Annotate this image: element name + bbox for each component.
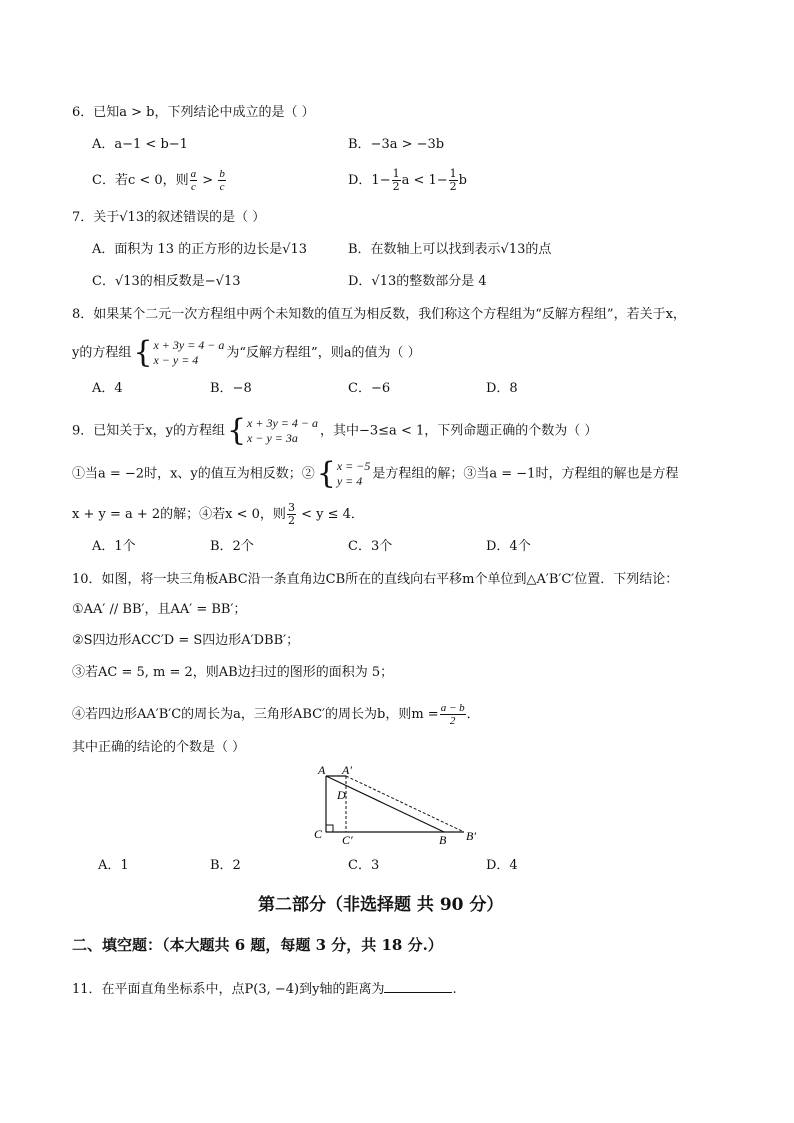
q9-line2-prefix: ①当a = −2时，x、y的值互为相反数；② <box>72 466 315 482</box>
q9-option-d: D．4个 <box>486 539 531 554</box>
q11-stem <box>72 978 457 999</box>
q7-option-b: B．在数轴上可以找到表示√13的点 <box>348 242 552 257</box>
q9-line3 <box>72 502 364 527</box>
q6-option-c <box>92 168 227 193</box>
q8-stem2-suffix: 为“反解方程组”，则a的值为（ ） <box>226 345 421 361</box>
q6-d-f2-num: 1 <box>449 167 457 180</box>
q10-statement-1: ①AA′ // BB′，且AA′ = BB′； <box>72 602 247 617</box>
q9-stem <box>72 413 598 448</box>
q8-equation-1: x + 3y = 4 − a <box>153 338 225 352</box>
q9-solution-system <box>316 456 371 491</box>
triangle-translation-figure <box>312 762 492 848</box>
q6-c-fraction-2 <box>218 168 226 193</box>
q6-d-fraction-2 <box>449 168 458 193</box>
q10-statement-3: ③若AC = 5, m = 2，则AB边扫过的图形的面积为 5； <box>72 665 394 680</box>
q9-line2 <box>72 456 679 491</box>
q6-option-a: A．a−1 < b−1 <box>92 137 188 152</box>
q10-statement-4 <box>72 702 480 727</box>
q6-d-prefix: D．1− <box>348 173 391 188</box>
right-angle-icon <box>326 825 333 832</box>
q9-solution-y: y = 4 <box>336 474 363 488</box>
q6-d-suffix: b <box>458 173 467 188</box>
q9-stem-prefix: 9．已知关于x，y的方程组 <box>72 423 225 439</box>
q9-solution-brace-icon: { <box>316 456 336 491</box>
q9-stem-suffix: ，其中−3≤a < 1，下列命题正确的个数为（ ） <box>320 423 598 439</box>
q11-stem-end: . <box>452 982 457 997</box>
q8-option-b: B．−8 <box>210 381 252 396</box>
q9-solution-x: x = −5 <box>336 459 371 473</box>
q6-d-middle: a < 1− <box>401 173 448 188</box>
q9-equation-1: x + 3y = 4 − a <box>247 416 318 430</box>
q10-s4-fraction <box>440 702 466 727</box>
q6-c-operator: > <box>198 173 218 188</box>
q8-option-d: D．8 <box>486 381 518 396</box>
q6-c-f1-den: c <box>190 181 196 193</box>
q9-fraction <box>287 502 296 527</box>
q6-stem: 6．已知a > b，下列结论中成立的是（ ） <box>72 105 315 120</box>
q7-option-d: D．√13的整数部分是 4 <box>348 274 487 289</box>
q9-line3-prefix: x + y = a + 2的解；④若x < 0，则 <box>72 507 286 522</box>
q7-option-a: A．面积为 13 的正方形的边长是√13 <box>92 242 308 257</box>
q9-equation-system <box>226 413 318 448</box>
segment-AB <box>326 776 444 832</box>
q10-statement-2: ②S四边形ACC′D = S四边形A′DBB′； <box>72 633 300 648</box>
q7-stem: 7．关于√13的叙述错误的是（ ） <box>72 210 266 225</box>
q8-stem-line1: 8．如果某个二元一次方程组中两个未知数的值互为相反数，我们称这个方程组为“反解方程组”，若关于x， <box>72 307 686 322</box>
q10-option-d: D．4 <box>486 858 518 873</box>
label-A-prime: A′ <box>342 763 352 777</box>
label-B: B <box>439 833 447 847</box>
q7-option-c: C．√13的相反数是−√13 <box>92 274 241 289</box>
q6-option-c-prefix: C．若c < 0，则 <box>92 173 189 188</box>
label-A: A <box>318 763 326 777</box>
q10-s4-den: 2 <box>449 715 456 727</box>
q9-option-b: B．2个 <box>210 539 254 554</box>
q6-c-fraction-1 <box>190 168 198 193</box>
q6-d-fraction-1 <box>392 168 401 193</box>
q6-c-f2-num: b <box>219 168 225 180</box>
q8-option-a: A．4 <box>92 381 123 396</box>
q11-answer-blank[interactable] <box>384 978 452 993</box>
q10-option-c: C．3 <box>348 858 380 873</box>
q9-equation-2: x − y = 3a <box>247 431 298 445</box>
q9-fraction-den: 2 <box>287 514 295 527</box>
q9-line2-suffix: 是方程组的解；③当a = −1时，方程组的解也是方程 <box>372 466 679 482</box>
section-fill-blank-title: 二、填空题：（本大题共 6 题，每题 3 分，共 18 分.） <box>72 936 443 954</box>
q6-option-b: B．−3a > −3b <box>348 137 445 152</box>
part-two-title: 第二部分（非选择题 共 90 分） <box>258 895 504 915</box>
q6-option-d <box>348 168 467 193</box>
segment-A-prime-B-prime <box>346 776 464 832</box>
q10-s4-prefix: ④若四边形AA′B′C的周长为a，三角形ABC′的周长为b，则m = <box>72 707 439 722</box>
q8-stem2-prefix: y的方程组 <box>72 345 132 361</box>
q8-equation-2: x − y = 4 <box>153 353 199 367</box>
label-C: C <box>314 827 323 841</box>
q8-brace-icon: { <box>133 335 153 370</box>
q8-option-c: C．−6 <box>348 381 391 396</box>
q10-option-b: B．2 <box>210 858 241 873</box>
label-D: D <box>337 788 346 802</box>
label-C-prime: C′ <box>342 833 353 847</box>
q6-c-f2-den: c <box>219 181 225 193</box>
q10-ask: 其中正确的结论的个数是（ ） <box>72 740 246 755</box>
q10-s4-num: a − b <box>440 702 465 714</box>
q10-s4-suffix: ． <box>466 707 480 722</box>
label-B-prime: B′ <box>466 829 476 843</box>
q9-option-c: C．3个 <box>348 539 393 554</box>
q10-option-a: A．1 <box>98 858 129 873</box>
q9-line3-suffix: < y ≤ 4． <box>296 507 364 522</box>
q6-d-f2-den: 2 <box>449 180 457 193</box>
q6-c-f1-num: a <box>190 168 197 180</box>
q9-brace-icon: { <box>226 413 247 448</box>
q8-equation-system <box>133 335 225 370</box>
q6-d-f1-den: 2 <box>392 180 400 193</box>
q8-stem-line2 <box>72 335 421 370</box>
q9-fraction-num: 3 <box>287 501 295 514</box>
q11-stem-text: 11．在平面直角坐标系中，点P(3, −4)到y轴的距离为 <box>72 982 385 997</box>
q6-d-f1-num: 1 <box>392 167 400 180</box>
q10-stem: 10．如图，将一块三角板ABC沿一条直角边CB所在的直线向右平移m个单位到△A′B′C′位置．下列结论： <box>72 572 679 587</box>
q9-option-a: A．1个 <box>92 539 136 554</box>
